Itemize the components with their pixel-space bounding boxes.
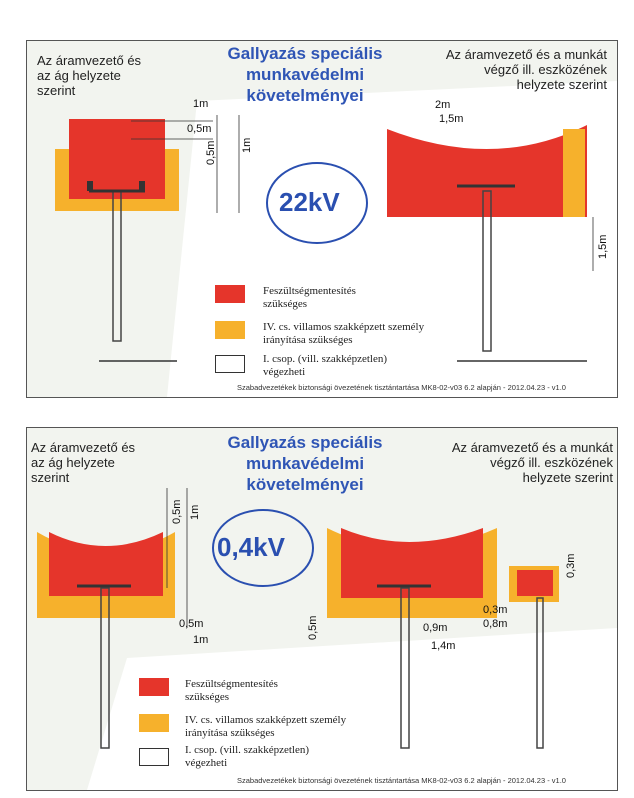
dim-label: 1m xyxy=(241,137,253,153)
red-zone-left xyxy=(69,119,165,199)
dim-label: 1,4m xyxy=(431,640,456,652)
dim-label: 0,8m xyxy=(483,618,508,630)
dim-label: 0,9m xyxy=(423,622,448,634)
legend-white-text: I. csop. (vill. szakképzetlen) végezheti xyxy=(263,353,388,378)
dim-label: 0,5m xyxy=(205,140,217,165)
red-zone-small xyxy=(517,570,553,596)
legend-red-swatch xyxy=(215,285,245,303)
dim-label: 0,3m xyxy=(483,604,508,616)
legend-white-text: I. csop. (vill. szakképzetlen) végezheti xyxy=(185,744,310,769)
left-caption: Az áramvezető és az ág helyzete szerint xyxy=(37,53,142,98)
dim-label: 0,5m xyxy=(171,499,183,524)
panel-04kv xyxy=(26,427,618,791)
voltage-label: 22kV xyxy=(279,187,340,217)
orange-zone-right xyxy=(563,129,585,217)
legend-orange-swatch xyxy=(139,714,169,732)
legend-white-swatch xyxy=(139,748,169,766)
background-light-area xyxy=(167,81,617,397)
right-caption: Az áramvezető és a munkát végző ill. eszközének helyzete szerint xyxy=(445,47,607,92)
legend-orange-swatch xyxy=(215,321,245,339)
legend-orange-text: IV. cs. villamos szakképzett személy irányítása szükséges xyxy=(263,321,425,346)
dim-label: 1m xyxy=(193,98,209,110)
panel-22kv xyxy=(26,40,618,398)
dim-label: 0,5m xyxy=(179,618,204,630)
title: Gallyazás speciális munkavédelmi követelményei xyxy=(227,433,383,494)
insulator-left-2 xyxy=(139,181,145,191)
insulator-left-1 xyxy=(87,181,93,191)
dim-label: 0,3m xyxy=(565,553,577,578)
right-caption: Az áramvezető és a munkát végző ill. eszközének helyzete szerint xyxy=(451,440,613,485)
dim-label: 0,5m xyxy=(307,615,319,640)
voltage-label: 0,4kV xyxy=(217,532,285,562)
legend-red-swatch xyxy=(139,678,169,696)
legend-red-text: Feszültségmentesítés szükséges xyxy=(263,285,356,310)
dim-label: 1m xyxy=(193,634,209,646)
dim-label: 1,5m xyxy=(439,113,464,125)
footer-note: Szabadvezetékek biztonsági övezetének tisztántartása MK8-02-v03 6.2 alapján - 2012.04.23 - v1.0 xyxy=(237,383,566,392)
left-caption: Az áramvezető és az ág helyzete szerint xyxy=(31,440,136,485)
legend-red-text: Feszültségmentesítés szükséges xyxy=(185,678,278,703)
title: Gallyazás speciális munkavédelmi követelményei xyxy=(227,44,383,105)
legend-orange-text: IV. cs. villamos szakképzett személy irányítása szükséges xyxy=(185,714,347,739)
dim-label: 2m xyxy=(435,99,451,111)
dim-label: 1m xyxy=(189,504,201,520)
footer-note: Szabadvezetékek biztonsági övezetének tisztántartása MK8-02-v03 6.2 alapján - 2012.04.23 - v1.0 xyxy=(237,776,566,785)
legend-white-swatch xyxy=(215,355,245,373)
dim-label: 0,5m xyxy=(187,123,212,135)
pole-left xyxy=(113,191,121,341)
dim-label: 1,5m xyxy=(597,234,609,259)
